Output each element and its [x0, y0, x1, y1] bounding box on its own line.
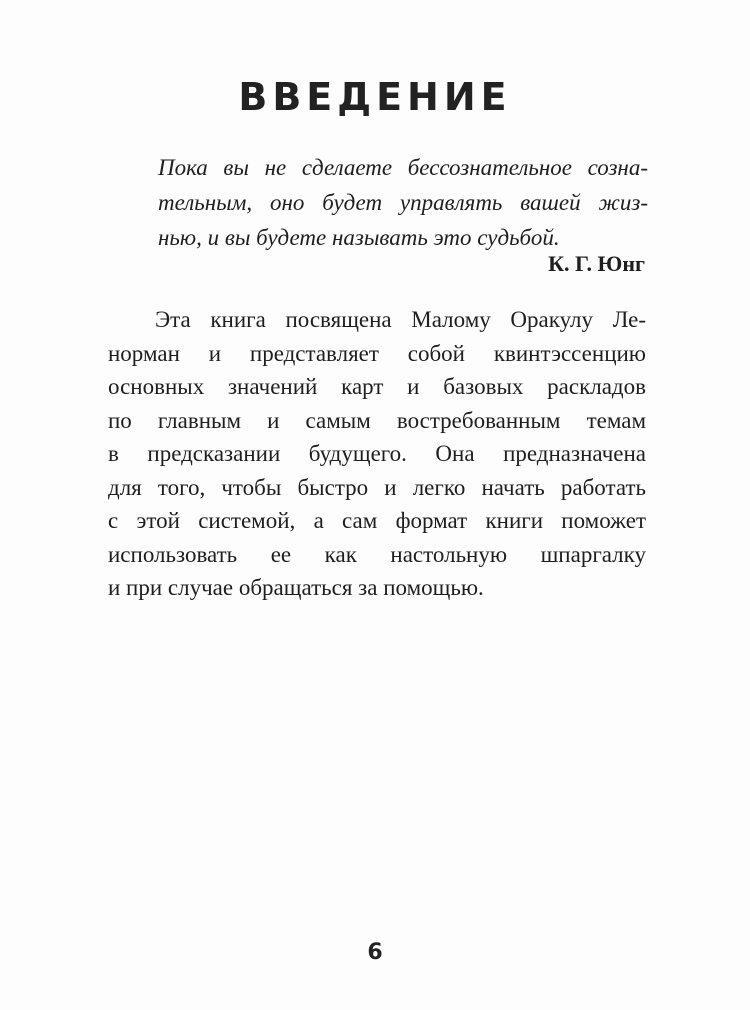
- body-line: по главным и самым востребованным темам: [108, 407, 646, 433]
- body-line: для того, чтобы быстро и легко начать работать: [108, 474, 646, 500]
- body-paragraph: [108, 303, 646, 605]
- epigraph-line: тельным, оно будет управлять вашей жиз-: [158, 190, 648, 215]
- body-line: использовать ее как настольную шпаргалку: [108, 541, 646, 567]
- epigraph-author: К. Г. Юнг: [548, 251, 645, 276]
- body-line: в предсказании будущего. Она предназначена: [108, 441, 646, 466]
- epigraph-line: Пока вы не сделаете бессознательное созна-: [158, 155, 648, 180]
- body-line: с этой системой, а сам формат книги поможет: [108, 508, 646, 533]
- page-title: ВВЕДЕНИЕ: [238, 75, 512, 119]
- epigraph-line: нью, и вы будете называть это судьбой.: [158, 225, 560, 250]
- page-number: 6: [367, 940, 383, 965]
- body-line: норман и представляет собой квинтэссенцию: [108, 340, 646, 366]
- body-line: Эта книга посвящена Малому Оракулу Ле-: [155, 307, 646, 332]
- body-line: основных значений карт и базовых раскладов: [108, 374, 646, 399]
- epigraph: [158, 150, 648, 255]
- body-line: и при случае обращаться за помощью.: [108, 575, 484, 600]
